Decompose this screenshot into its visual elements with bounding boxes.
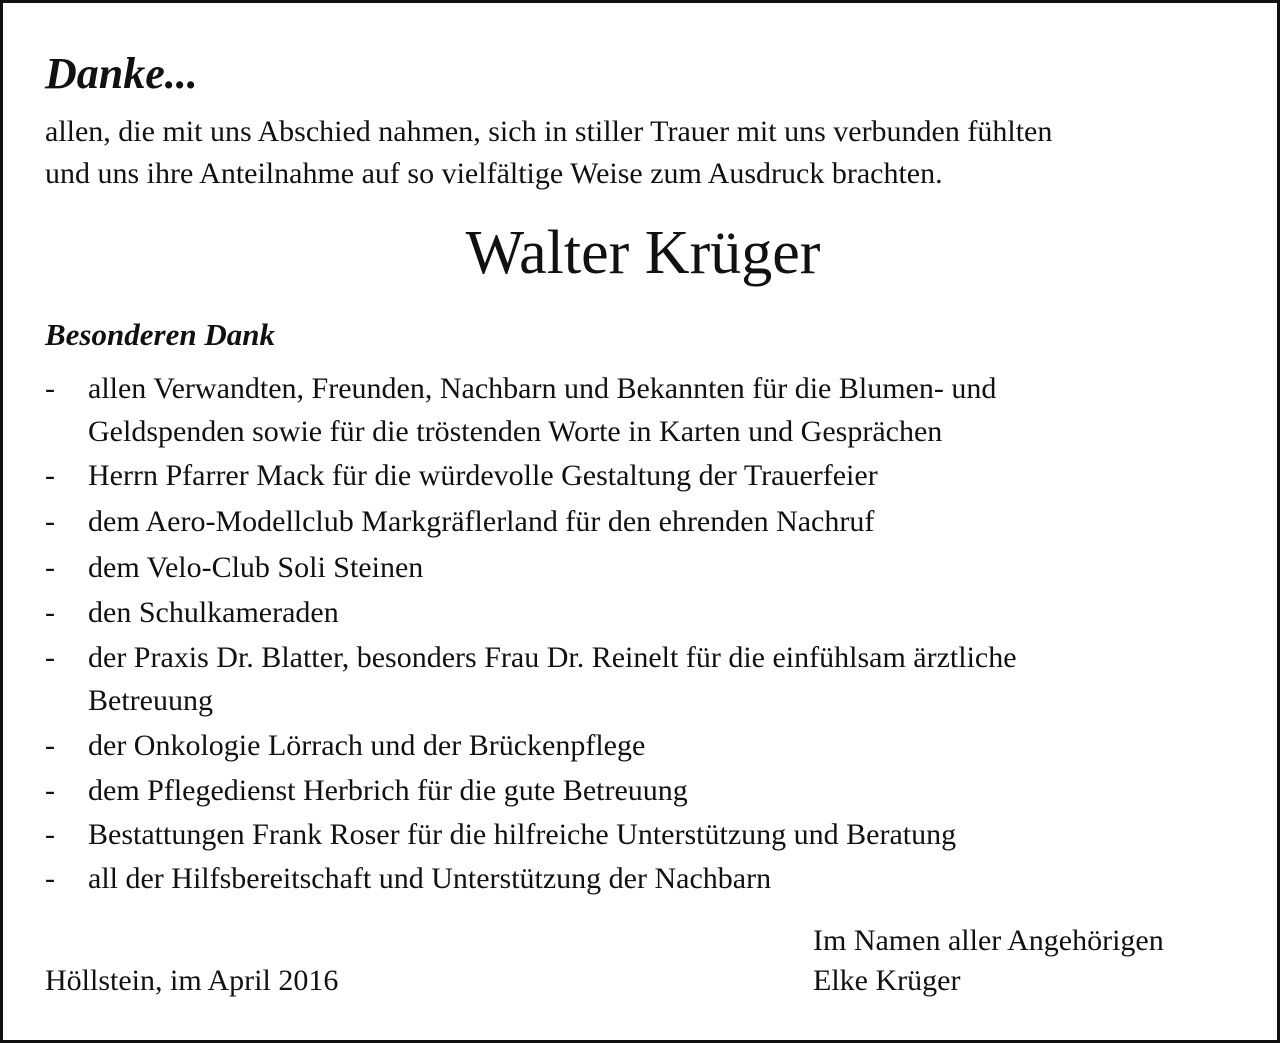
place-date: Höllstein, im April 2016 xyxy=(45,964,339,997)
list-item-line: der Onkologie Lörrach und der Brückenpflege xyxy=(88,729,646,762)
list-item xyxy=(45,857,1255,901)
list-item-line: dem Pflegedienst Herbrich für die gute Betreuung xyxy=(88,774,688,807)
list-item-line: Herrn Pfarrer Mack für die würdevolle Gestaltung der Trauerfeier xyxy=(88,459,878,492)
signature-name: Elke Krüger xyxy=(813,964,961,997)
bullet-dash: - xyxy=(45,774,55,807)
intro-line: allen, die mit uns Abschied nahmen, sich in stiller Trauer mit uns verbunden fühlten xyxy=(45,115,1053,148)
list-item xyxy=(45,591,1255,635)
list-item xyxy=(45,724,1255,768)
list-item-line: Geldspenden sowie für die tröstenden Worte in Karten und Gesprächen xyxy=(88,415,943,448)
list-item-line: Betreuung xyxy=(88,684,213,717)
list-item xyxy=(45,769,1255,813)
list-item xyxy=(45,454,1255,498)
list-item-line: all der Hilfsbereitschaft und Unterstützung der Nachbarn xyxy=(88,862,772,895)
subheading: Besonderen Dank xyxy=(45,317,275,352)
list-item-line: dem Aero-Modellclub Markgräflerland für den ehrenden Nachruf xyxy=(88,505,875,538)
list-item xyxy=(45,500,1255,544)
list-item-line: dem Velo-Club Soli Steinen xyxy=(88,551,424,584)
intro-text xyxy=(45,111,1260,195)
bullet-dash: - xyxy=(45,641,55,674)
list-item-line: Bestattungen Frank Roser für die hilfreiche Unterstützung und Beratung xyxy=(88,818,957,851)
bullet-dash: - xyxy=(45,372,55,405)
signature-line: Im Namen aller Angehörigen xyxy=(813,924,1164,957)
list-item xyxy=(45,367,1255,453)
deceased-name: Walter Krüger xyxy=(465,219,821,287)
bullet-dash: - xyxy=(45,862,55,895)
list-item-line: allen Verwandten, Freunden, Nachbarn und Bekannten für die Blumen- und xyxy=(88,372,997,405)
list-item-line: der Praxis Dr. Blatter, besonders Frau Dr. Reinelt für die einfühlsam ärztliche xyxy=(88,641,1017,674)
bullet-dash: - xyxy=(45,551,55,584)
heading: Danke... xyxy=(45,49,198,98)
bullet-dash: - xyxy=(45,729,55,762)
bullet-dash: - xyxy=(45,505,55,538)
bullet-dash: - xyxy=(45,459,55,492)
signature xyxy=(813,921,1164,1001)
intro-line: und uns ihre Anteilnahme auf so vielfältige Weise zum Ausdruck brachten. xyxy=(45,157,943,190)
bullet-dash: - xyxy=(45,818,55,851)
list-item xyxy=(45,546,1255,590)
list-item xyxy=(45,636,1255,722)
thanks-list xyxy=(45,367,1255,901)
bullet-dash: - xyxy=(45,596,55,629)
list-item-line: den Schulkameraden xyxy=(88,596,339,629)
list-item xyxy=(45,813,1255,857)
